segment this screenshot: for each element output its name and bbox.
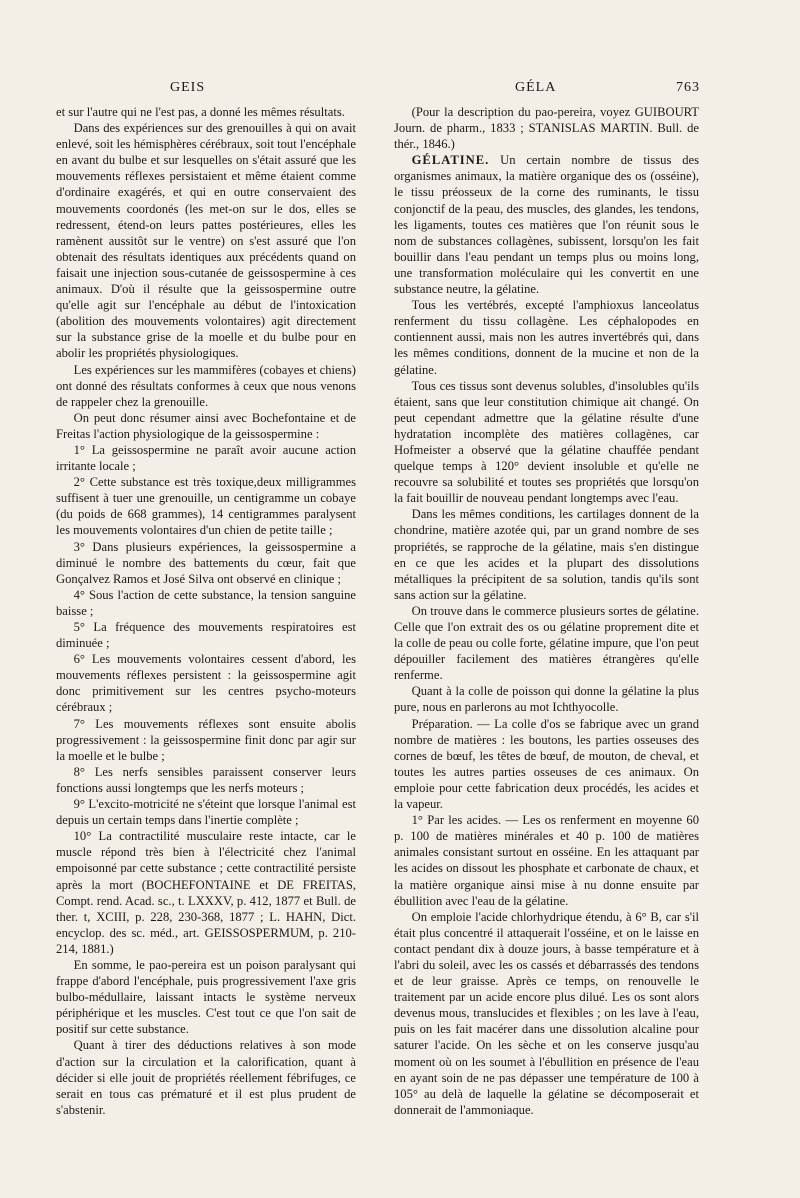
running-header <box>110 80 700 100</box>
list-item: 8° Les nerfs sensibles paraissent conserver leurs fonctions aussi longtemps que les nerfs moteurs ; <box>56 764 356 795</box>
left-column <box>56 104 356 1118</box>
entry-gelatine <box>394 152 699 297</box>
paragraph: On emploie l'acide chlorhydrique étendu, à 6° B, car s'il était plus concentré il attaquerait l'osséine, et on le laisse en contact pendant dix à douze jours, à basse température et à l'abri du soleil, avec les os cassés et débarrassés des tendons et de leur graisse. Après ce temps, on renouvelle le traitement par un acide encore plus dilué. Les os sont alors devenus mous, translucides et flexibles ; on les lave à l'eau, puis on les fait macérer dans une dissolution alcaline pour saturer l'acide. On les sèche et on les conserve jusqu'au moment où on les soumet à l'ébullition en présence de l'eau en ayant soin de ne pas dépasser une température de 100 à 105° au delà de laquelle la gélatine se décomposerait et donnerait de l'ammoniaque. <box>394 909 699 1117</box>
page-number: 763 <box>676 80 700 95</box>
paragraph: Les expériences sur les mammifères (cobayes et chiens) ont donné des résultats conformes à ceux que nous venons de rappeler chez la grenouille. <box>56 362 356 409</box>
paragraph: et sur l'autre qui ne l'est pas, a donné les mêmes résultats. <box>56 105 345 119</box>
paragraph: Tous ces tissus sont devenus solubles, d'insolubles qu'ils étaient, sans que leur constitution chimique ait changé. On peut cependant admettre que la gélatine résulte d'une hydratation incomplète des matières collagènes, car Hofmeister a observé que la gélatine chauffée pendant quelque temps à 120° devient insoluble et qu'elle ne recouvre sa solubilité et toutes ses propriétés que lorsqu'on la fait bouillir de nouveau pendant longtemps avec l'eau. <box>394 378 699 506</box>
list-item: 9° L'excito-motricité ne s'éteint que lorsque l'animal est depuis un certain temps dans l'inertie complète ; <box>56 797 356 828</box>
paragraph: 1° Par les acides. — Les os renferment en moyenne 60 p. 100 de matières minérales et 40 p. 100 de matières animales consistant surtout en osséine. En les attaquant par les acides on dissout les phosphate et carbonate de chaux, et la matière organique ainsi mise à nu donne ensuite par ébullition avec l'eau de la gélatine. <box>394 813 699 908</box>
list-item: 7° Les mouvements réflexes sont ensuite abolis progressivement : la geissospermine finit donc par agir sur la moelle et le bulbe ; <box>56 716 356 763</box>
list-item: 4° Sous l'action de cette substance, la tension sanguine baisse ; <box>56 587 356 618</box>
header-center-word: GÉLA <box>515 80 557 95</box>
paragraph: Un certain nombre de tissus des organismes animaux, la matière organique des os (osséine), le tissu préosseux de la corne des ruminants, le tissu conjonctif de la peau, des muscles, des glandes, les tendons, les ligaments, toutes ces matières que l'on réunit sous le nom de substances collagènes, subissent, lorsqu'on les fait bouillir dans l'eau pendant un temps plus ou moins long, une transformation moléculaire qui les convertit en une substance neutre, la gélatine. <box>394 153 699 297</box>
list-item: 3° Dans plusieurs expériences, la geissospermine a diminué le nombre des battements du cœur, fait que Gonçalvez Ramos et José Silva ont observé en clinique ; <box>56 539 356 586</box>
paragraph: Quant à tirer des déductions relatives à son mode d'action sur la circulation et la calorification, quant à décider si elle jouit de propriétés réellement fébrifuges, ce serait en tous cas prématuré et il est plus prudent de s'abstenir. <box>56 1038 356 1117</box>
paragraph: On trouve dans le commerce plusieurs sortes de gélatine. Celle que l'on extrait des os ou gélatine proprement dite et la colle de peau ou colle forte, gélatine impure, que l'on peut dépouiller facilement des matières étrangères qu'elle renferme. <box>394 603 699 683</box>
paragraph: Dans les mêmes conditions, les cartilages donnent de la chondrine, matière azotée qui, par un grand nombre de ses propriétés, se rapproche de la gélatine, mais s'en distingue en ce que les acides et la plupart des dissolutions métalliques la précipitent de sa solution, tandis qu'ils sont sans action sur la gélatine. <box>394 507 699 602</box>
paragraph: On peut donc résumer ainsi avec Bochefontaine et de Freitas l'action physiologique de la geissospermine : <box>56 410 356 441</box>
list-item: 6° Les mouvements volontaires cessent d'abord, les mouvements réflexes persistent : la geissospermine agit donc primitivement sur les centres psycho-moteurs cérébraux ; <box>56 652 356 715</box>
right-column <box>394 104 699 1118</box>
list-item: 1° La geissospermine ne paraît avoir aucune action irritante locale ; <box>56 442 356 474</box>
paragraph: Préparation. — La colle d'os se fabrique avec un grand nombre de matières : les boutons, les parties osseuses des cornes de bœuf, les têtes de bœuf, de mouton, de cheval, et toutes les autres parties osseuses de ces animaux. On emploie pour cette fabrication deux procédés, les acides et la vapeur. <box>394 716 699 812</box>
list-item: 10° La contractilité musculaire reste intacte, car le muscle répond très bien à l'électricité chez l'animal empoisonné par cette substance ; cette contractilité persiste après la mort (BOCHEFONTAINE et DE FREITAS, Compt. rend. Acad. sc., t. LXXXV, p. 412, 1877 et Bull. de ther. t, XCIII, p. 228, 230-368, 1877 ; L. HAHN, Dict. encyclop. des sc. méd., art. GEISSOSPERMUM, p. 210-214, 1881.) <box>56 829 356 956</box>
list-item: 5° La fréquence des mouvements respiratoires est diminuée ; <box>56 620 356 651</box>
paragraph: Quant à la colle de poisson qui donne la gélatine la plus pure, nous en parlerons au mot Ichthyocolle. <box>394 684 699 715</box>
reference-note: (Pour la description du pao-pereira, voyez GUIBOURT Journ. de pharm., 1833 ; STANISLAS MARTIN. Bull. de thér., 1846.) <box>394 105 699 152</box>
paragraph: Dans des expériences sur des grenouilles à qui on avait enlevé, soit les hémisphères cérébraux, soit tout l'encéphale en avant du bulbe et sur lesquelles on s'était assuré que les mouvements réflexes persistaient et même étaient comme d'ordinaire exagérés, et qui en outre conservaient des mouvements coordonés (les met-on sur le dos, elles se redressent, étend-on leurs pattes postérieures, elles les ramènent aussitôt sur le ventre) on s'est assuré que l'on obtenait des résultats identiques aux précédents quand on faisait une injection sous-cutanée de geissospermine à ces animaux. D'où il résulte que la geissospermine outre qu'elle agit sur l'encéphale au début de l'intoxication (abolition des mouvements volontaires) agit directement sur la substance grise de la moelle et du bulbe pour en abolir les propriétés physiologiques. <box>56 121 356 361</box>
entry-headword: GÉLATINE. <box>411 153 490 168</box>
paragraph: Tous les vertébrés, excepté l'amphioxus lanceolatus renferment du tissu collagène. Les céphalopodes en contiennent aussi, mais non les autres invertébrés qui, dans les mêmes conditions, donnent de la mucine et non de la gélatine. <box>394 298 699 377</box>
list-item: 2° Cette substance est très toxique,deux milligrammes suffisent à tuer une grenouille, un centigramme un cobaye (du poids de 668 grammes), 14 centigrammes paralysent les mouvements volontaires d'un chien de petite taille ; <box>56 475 356 538</box>
header-left-word: GEIS <box>170 80 206 95</box>
paragraph: En somme, le pao-pereira est un poison paralysant qui frappe d'abord l'encéphale, puis progressivement l'axe gris bulbo-médullaire, laissant intacts le système nerveux périphérique et les muscles. C'est tout ce que l'on sait de positif sur cette substance. <box>56 957 356 1037</box>
